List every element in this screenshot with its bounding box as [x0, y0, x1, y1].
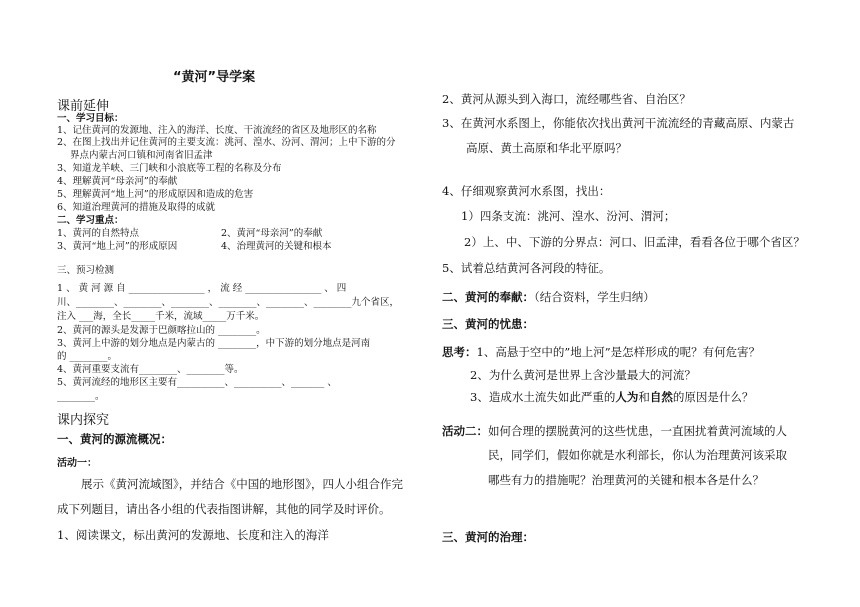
section-in-class: 课内探究: [57, 413, 110, 428]
goal-item: 3、知道龙羊峡、三门峡和小浪底等工程的名称及分布: [57, 163, 282, 174]
contribution-note: （结合资料，学生归纳）: [534, 290, 655, 304]
goals-heading: 一、学习目标：: [57, 113, 124, 124]
activity-two-text: 民，同学们，假如你就是水利部长，你认为治理黄河该采取: [488, 448, 787, 462]
question-4-b: 2）上、中、下游的分界点：河口、旧孟津，看看各位于哪个省区？: [464, 235, 805, 249]
key-point: 3、黄河“地上河”的形成原因: [57, 241, 178, 252]
preview-line: 4、黄河重要支流有________、________等。: [57, 364, 244, 375]
emphasis-nature: 自然: [649, 390, 673, 404]
think-question-3-end: 的原因是什么？: [672, 390, 754, 404]
contribution-heading: 二、黄河的奉献：: [442, 290, 534, 304]
think-label: 思考：: [442, 345, 477, 359]
preview-line: 2、黄河的源头是发源于巴颜喀拉山的 ________。: [57, 325, 266, 336]
goal-item: 4、理解黄河“母亲河”的奉献: [57, 176, 178, 187]
preview-line: 3、黄河上中游的划分地点是内蒙古的 ________，中下游的划分地点是河南: [57, 338, 371, 349]
question-4-a: 1）四条支流：洮河、湟水、汾河、渭河；: [461, 209, 676, 223]
key-point: 2、黄河“母亲河”的奉献: [221, 228, 323, 239]
activity-two-text: 哪些有力的措施呢？治理黄河的关键和根本各是什么？: [488, 473, 764, 487]
goal-item: 6、知道治理黄河的措施及取得的成就: [57, 202, 216, 213]
question-3: 3、在黄河水系图上，你能依次找出黄河干流流经的青藏高原、内蒙古: [442, 116, 795, 130]
think-question-3: [470, 390, 753, 405]
key-points-heading: 二、学习重点：: [57, 215, 124, 226]
activity-two-text: 如何合理的摆脱黄河的这些忧患，一直困扰着黄河流域的人: [488, 424, 787, 438]
goal-item: 1、记住黄河的发源地、注入的海洋、长度、干流流经的省区及地形区的名称: [57, 125, 377, 136]
goal-item: 界点内蒙古河口镇和河南省旧孟津: [70, 150, 213, 161]
question-5: 5、试着总结黄河各河段的特征。: [442, 261, 611, 275]
activity-two-label: 活动二：: [442, 424, 488, 438]
think-question-2: 2、为什么黄河是世界上含沙量最大的河流？: [470, 368, 696, 382]
goal-item: 2、在图上找出并记住黄河的主要支流：洮河、湟水、汾河、渭河；上中下游的分: [57, 137, 396, 148]
think-question-3-text: 3、造成水土流失如此严重的: [470, 390, 616, 404]
think-question-3-and: 和: [638, 390, 650, 404]
preview-line: 川、________、________、________、________、________、________九个省区，: [57, 297, 400, 308]
preview-heading: 三、预习检测: [57, 265, 115, 276]
preview-line: 的 ________。: [57, 351, 118, 362]
activity-one-text: 成下列题目，请出各小组的代表指图讲解，其他的同学及时评价。: [57, 502, 391, 516]
key-point: 4、治理黄河的关键和根本: [221, 241, 332, 252]
section-pre-class: 课前延伸: [57, 99, 110, 114]
preview-line: 注入 ___海，全长_____千米，流域_____万千米。: [57, 311, 265, 322]
think-question-1: 1、高悬于空中的”地上河”是怎样形成的呢？有何危害？: [476, 345, 761, 359]
question-4: 4、仔细观察黄河水系图，找出：: [442, 184, 611, 198]
key-point: 1、黄河的自然特点: [57, 228, 140, 239]
preview-line: 1 、 黄 河 源 自 ________________ ， 流 经 ________________ 、 四: [57, 283, 347, 294]
contribution-section: [442, 290, 655, 305]
governance-heading: 三、黄河的治理：: [442, 530, 534, 544]
page-title: “黄河”导学案: [173, 70, 256, 85]
activity-one-text: 展示《黄河流域图》，并结合《中国的地形图》，四人小组合作完: [81, 477, 403, 491]
question-3-cont: 高原、黄土高原和华北平原吗？: [466, 141, 627, 155]
preview-line: ________。: [57, 391, 105, 402]
emphasis-human: 人为: [615, 390, 639, 404]
goal-item: 5、理解黄河“地上河”的形成原因和造成的危害: [57, 189, 254, 200]
question-2: 2、黄河从源头到入海口，流经哪些省、自治区？: [442, 92, 691, 106]
preview-line: 5、黄河流经的地形区主要有__________、__________、_______ 、: [57, 377, 337, 388]
activity-one-label: 活动一：: [57, 458, 97, 469]
question-1: 1、阅读课文，标出黄河的发源地、长度和注入的海洋: [57, 528, 329, 542]
source-heading: 一、黄河的源流概况：: [57, 432, 172, 446]
troubles-heading: 三、黄河的忧患：: [442, 317, 534, 331]
think-row: [442, 345, 760, 360]
